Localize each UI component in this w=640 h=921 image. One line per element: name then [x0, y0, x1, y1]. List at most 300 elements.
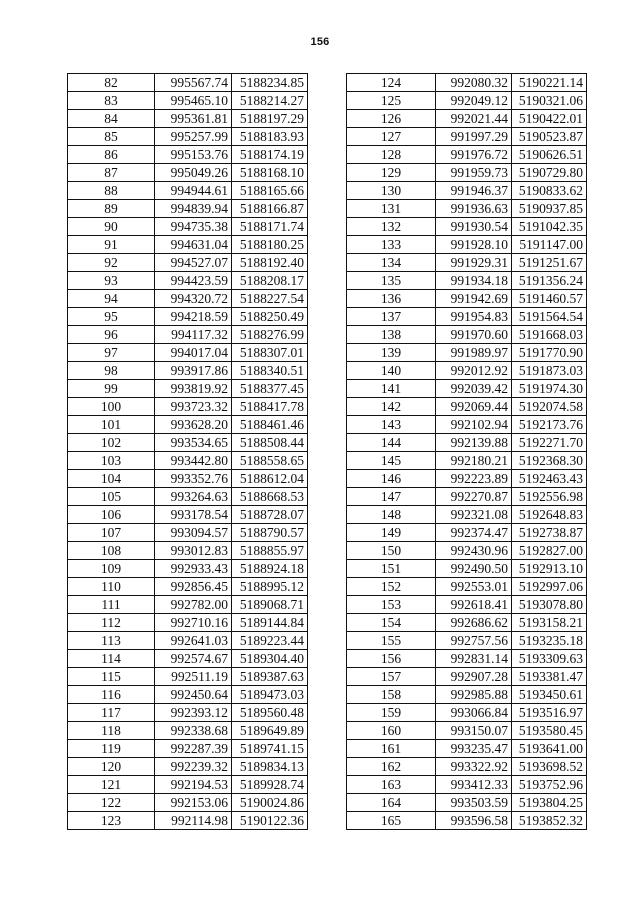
x-coordinate-cell: 991970.60 [436, 326, 512, 344]
x-coordinate-cell: 992012.92 [436, 362, 512, 380]
y-coordinate-cell: 5193641.00 [512, 740, 587, 758]
point-number-cell: 163 [347, 776, 436, 794]
table-row [68, 434, 308, 452]
table-row [68, 596, 308, 614]
y-coordinate-cell: 5190626.51 [512, 146, 587, 164]
table-row [68, 686, 308, 704]
y-coordinate-cell: 5190024.86 [232, 794, 308, 812]
point-number-cell: 136 [347, 290, 436, 308]
point-number-cell: 128 [347, 146, 436, 164]
point-number-cell: 88 [68, 182, 155, 200]
table-row [68, 416, 308, 434]
x-coordinate-cell: 992139.88 [436, 434, 512, 452]
y-coordinate-cell: 5193752.96 [512, 776, 587, 794]
x-coordinate-cell: 993012.83 [155, 542, 232, 560]
x-coordinate-cell: 992114.98 [155, 812, 232, 830]
point-number-cell: 98 [68, 362, 155, 380]
y-coordinate-cell: 5193235.18 [512, 632, 587, 650]
x-coordinate-cell: 991928.10 [436, 236, 512, 254]
x-coordinate-cell: 994839.94 [155, 200, 232, 218]
x-coordinate-cell: 993503.59 [436, 794, 512, 812]
y-coordinate-cell: 5188234.85 [232, 74, 308, 92]
x-coordinate-cell: 991929.31 [436, 254, 512, 272]
x-coordinate-cell: 993094.57 [155, 524, 232, 542]
table-row [68, 362, 308, 380]
point-number-cell: 132 [347, 218, 436, 236]
x-coordinate-cell: 995567.74 [155, 74, 232, 92]
table-row [68, 452, 308, 470]
y-coordinate-cell: 5188728.07 [232, 506, 308, 524]
table-row [68, 164, 308, 182]
x-coordinate-cell: 995257.99 [155, 128, 232, 146]
x-coordinate-cell: 991976.72 [436, 146, 512, 164]
point-number-cell: 154 [347, 614, 436, 632]
y-coordinate-cell: 5190422.01 [512, 110, 587, 128]
point-number-cell: 108 [68, 542, 155, 560]
point-number-cell: 97 [68, 344, 155, 362]
y-coordinate-cell: 5192368.30 [512, 452, 587, 470]
point-number-cell: 96 [68, 326, 155, 344]
table-row [68, 380, 308, 398]
x-coordinate-cell: 991934.18 [436, 272, 512, 290]
point-number-cell: 126 [347, 110, 436, 128]
x-coordinate-cell: 993628.20 [155, 416, 232, 434]
y-coordinate-cell: 5188208.17 [232, 272, 308, 290]
point-number-cell: 156 [347, 650, 436, 668]
point-number-cell: 150 [347, 542, 436, 560]
x-coordinate-cell: 993066.84 [436, 704, 512, 722]
table-row [347, 254, 587, 272]
y-coordinate-cell: 5191460.57 [512, 290, 587, 308]
point-number-cell: 100 [68, 398, 155, 416]
y-coordinate-cell: 5188183.93 [232, 128, 308, 146]
point-number-cell: 157 [347, 668, 436, 686]
x-coordinate-cell: 993596.58 [436, 812, 512, 830]
point-number-cell: 127 [347, 128, 436, 146]
point-number-cell: 103 [68, 452, 155, 470]
point-number-cell: 106 [68, 506, 155, 524]
y-coordinate-cell: 5188461.46 [232, 416, 308, 434]
y-coordinate-cell: 5193381.47 [512, 668, 587, 686]
table-row [347, 776, 587, 794]
table-row [347, 362, 587, 380]
x-coordinate-cell: 992153.06 [155, 794, 232, 812]
table-row [347, 290, 587, 308]
x-coordinate-cell: 992102.94 [436, 416, 512, 434]
x-coordinate-cell: 992511.19 [155, 668, 232, 686]
point-number-cell: 114 [68, 650, 155, 668]
y-coordinate-cell: 5188250.49 [232, 308, 308, 326]
y-coordinate-cell: 5188174.19 [232, 146, 308, 164]
y-coordinate-cell: 5188197.29 [232, 110, 308, 128]
y-coordinate-cell: 5191564.54 [512, 308, 587, 326]
x-coordinate-cell: 993178.54 [155, 506, 232, 524]
x-coordinate-cell: 992686.62 [436, 614, 512, 632]
point-number-cell: 94 [68, 290, 155, 308]
table-row [68, 290, 308, 308]
point-number-cell: 137 [347, 308, 436, 326]
y-coordinate-cell: 5193580.45 [512, 722, 587, 740]
y-coordinate-cell: 5189304.40 [232, 650, 308, 668]
x-coordinate-cell: 992021.44 [436, 110, 512, 128]
x-coordinate-cell: 992831.14 [436, 650, 512, 668]
x-coordinate-cell: 995153.76 [155, 146, 232, 164]
y-coordinate-cell: 5193516.97 [512, 704, 587, 722]
x-coordinate-cell: 994527.07 [155, 254, 232, 272]
point-number-cell: 130 [347, 182, 436, 200]
x-coordinate-cell: 992782.00 [155, 596, 232, 614]
x-coordinate-cell: 992553.01 [436, 578, 512, 596]
table-row [68, 578, 308, 596]
point-number-cell: 160 [347, 722, 436, 740]
y-coordinate-cell: 5190833.62 [512, 182, 587, 200]
y-coordinate-cell: 5191770.90 [512, 344, 587, 362]
x-coordinate-cell: 993534.65 [155, 434, 232, 452]
y-coordinate-cell: 5192913.10 [512, 560, 587, 578]
y-coordinate-cell: 5188612.04 [232, 470, 308, 488]
x-coordinate-cell: 995049.26 [155, 164, 232, 182]
table-row [68, 236, 308, 254]
point-number-cell: 121 [68, 776, 155, 794]
y-coordinate-cell: 5188192.40 [232, 254, 308, 272]
page-number: 156 [310, 36, 330, 48]
x-coordinate-cell: 994218.59 [155, 308, 232, 326]
y-coordinate-cell: 5188558.65 [232, 452, 308, 470]
x-coordinate-cell: 992393.12 [155, 704, 232, 722]
y-coordinate-cell: 5191147.00 [512, 236, 587, 254]
table-row [68, 182, 308, 200]
table-row [68, 110, 308, 128]
x-coordinate-cell: 992856.45 [155, 578, 232, 596]
point-number-cell: 104 [68, 470, 155, 488]
table-row [347, 488, 587, 506]
point-number-cell: 124 [347, 74, 436, 92]
point-number-cell: 101 [68, 416, 155, 434]
y-coordinate-cell: 5188276.99 [232, 326, 308, 344]
table-row [347, 272, 587, 290]
table-row [347, 398, 587, 416]
table-row [347, 722, 587, 740]
y-coordinate-cell: 5193852.32 [512, 812, 587, 830]
point-number-cell: 118 [68, 722, 155, 740]
point-number-cell: 107 [68, 524, 155, 542]
point-number-cell: 92 [68, 254, 155, 272]
x-coordinate-cell: 992618.41 [436, 596, 512, 614]
y-coordinate-cell: 5190729.80 [512, 164, 587, 182]
table-row [347, 650, 587, 668]
table-row [347, 560, 587, 578]
point-number-cell: 143 [347, 416, 436, 434]
table-row [347, 182, 587, 200]
table-row [347, 236, 587, 254]
table-row [68, 326, 308, 344]
y-coordinate-cell: 5188340.51 [232, 362, 308, 380]
table-row [347, 416, 587, 434]
point-number-cell: 138 [347, 326, 436, 344]
table-row [68, 740, 308, 758]
y-coordinate-cell: 5193158.21 [512, 614, 587, 632]
point-number-cell: 153 [347, 596, 436, 614]
y-coordinate-cell: 5190937.85 [512, 200, 587, 218]
y-coordinate-cell: 5189068.71 [232, 596, 308, 614]
x-coordinate-cell: 993917.86 [155, 362, 232, 380]
point-number-cell: 87 [68, 164, 155, 182]
point-number-cell: 155 [347, 632, 436, 650]
point-number-cell: 105 [68, 488, 155, 506]
x-coordinate-cell: 991989.97 [436, 344, 512, 362]
y-coordinate-cell: 5188508.44 [232, 434, 308, 452]
x-coordinate-cell: 992321.08 [436, 506, 512, 524]
y-coordinate-cell: 5192463.43 [512, 470, 587, 488]
y-coordinate-cell: 5190321.06 [512, 92, 587, 110]
point-number-cell: 93 [68, 272, 155, 290]
table-row [347, 614, 587, 632]
table-row [347, 704, 587, 722]
x-coordinate-cell: 991936.63 [436, 200, 512, 218]
table-row [68, 488, 308, 506]
x-coordinate-cell: 992239.32 [155, 758, 232, 776]
y-coordinate-cell: 5189144.84 [232, 614, 308, 632]
point-number-cell: 116 [68, 686, 155, 704]
y-coordinate-cell: 5191251.67 [512, 254, 587, 272]
table-row [347, 740, 587, 758]
y-coordinate-cell: 5189649.89 [232, 722, 308, 740]
point-number-cell: 159 [347, 704, 436, 722]
y-coordinate-cell: 5188307.01 [232, 344, 308, 362]
y-coordinate-cell: 5188668.53 [232, 488, 308, 506]
table-row [68, 92, 308, 110]
table-row [68, 704, 308, 722]
x-coordinate-cell: 992287.39 [155, 740, 232, 758]
x-coordinate-cell: 992641.03 [155, 632, 232, 650]
point-number-cell: 86 [68, 146, 155, 164]
x-coordinate-cell: 994944.61 [155, 182, 232, 200]
y-coordinate-cell: 5193309.63 [512, 650, 587, 668]
x-coordinate-cell: 992710.16 [155, 614, 232, 632]
x-coordinate-cell: 994423.59 [155, 272, 232, 290]
y-coordinate-cell: 5188855.97 [232, 542, 308, 560]
x-coordinate-cell: 993819.92 [155, 380, 232, 398]
table-row [347, 794, 587, 812]
x-coordinate-cell: 995465.10 [155, 92, 232, 110]
x-coordinate-cell: 993352.76 [155, 470, 232, 488]
x-coordinate-cell: 992450.64 [155, 686, 232, 704]
point-number-cell: 131 [347, 200, 436, 218]
table-row [347, 146, 587, 164]
x-coordinate-cell: 992430.96 [436, 542, 512, 560]
table-row [347, 812, 587, 830]
point-number-cell: 147 [347, 488, 436, 506]
point-number-cell: 102 [68, 434, 155, 452]
x-coordinate-cell: 992933.43 [155, 560, 232, 578]
point-number-cell: 141 [347, 380, 436, 398]
coordinates-table-left [67, 73, 308, 830]
table-row [347, 200, 587, 218]
table-row [68, 74, 308, 92]
point-number-cell: 120 [68, 758, 155, 776]
x-coordinate-cell: 994117.32 [155, 326, 232, 344]
x-coordinate-cell: 993723.32 [155, 398, 232, 416]
table-row [68, 776, 308, 794]
table-row [347, 542, 587, 560]
y-coordinate-cell: 5188995.12 [232, 578, 308, 596]
y-coordinate-cell: 5190523.87 [512, 128, 587, 146]
x-coordinate-cell: 992223.89 [436, 470, 512, 488]
point-number-cell: 119 [68, 740, 155, 758]
y-coordinate-cell: 5191356.24 [512, 272, 587, 290]
point-number-cell: 144 [347, 434, 436, 452]
table-row [68, 200, 308, 218]
y-coordinate-cell: 5192827.00 [512, 542, 587, 560]
x-coordinate-cell: 993235.47 [436, 740, 512, 758]
y-coordinate-cell: 5189741.15 [232, 740, 308, 758]
table-row [347, 686, 587, 704]
y-coordinate-cell: 5192738.87 [512, 524, 587, 542]
y-coordinate-cell: 5191873.03 [512, 362, 587, 380]
y-coordinate-cell: 5191042.35 [512, 218, 587, 236]
table-row [347, 218, 587, 236]
point-number-cell: 89 [68, 200, 155, 218]
point-number-cell: 95 [68, 308, 155, 326]
point-number-cell: 90 [68, 218, 155, 236]
x-coordinate-cell: 992490.50 [436, 560, 512, 578]
x-coordinate-cell: 991942.69 [436, 290, 512, 308]
x-coordinate-cell: 992080.32 [436, 74, 512, 92]
point-number-cell: 112 [68, 614, 155, 632]
table-row [68, 794, 308, 812]
point-number-cell: 139 [347, 344, 436, 362]
table-row [347, 344, 587, 362]
x-coordinate-cell: 994320.72 [155, 290, 232, 308]
y-coordinate-cell: 5193698.52 [512, 758, 587, 776]
point-number-cell: 149 [347, 524, 436, 542]
y-coordinate-cell: 5192997.06 [512, 578, 587, 596]
y-coordinate-cell: 5188417.78 [232, 398, 308, 416]
x-coordinate-cell: 992374.47 [436, 524, 512, 542]
point-number-cell: 133 [347, 236, 436, 254]
point-number-cell: 85 [68, 128, 155, 146]
point-number-cell: 151 [347, 560, 436, 578]
table-row [347, 596, 587, 614]
x-coordinate-cell: 993150.07 [436, 722, 512, 740]
x-coordinate-cell: 991954.83 [436, 308, 512, 326]
point-number-cell: 148 [347, 506, 436, 524]
point-number-cell: 146 [347, 470, 436, 488]
point-number-cell: 110 [68, 578, 155, 596]
point-number-cell: 125 [347, 92, 436, 110]
table-row [68, 308, 308, 326]
x-coordinate-cell: 995361.81 [155, 110, 232, 128]
table-row [347, 578, 587, 596]
x-coordinate-cell: 991959.73 [436, 164, 512, 182]
y-coordinate-cell: 5192556.98 [512, 488, 587, 506]
x-coordinate-cell: 992049.12 [436, 92, 512, 110]
point-number-cell: 117 [68, 704, 155, 722]
y-coordinate-cell: 5189834.13 [232, 758, 308, 776]
x-coordinate-cell: 992574.67 [155, 650, 232, 668]
table-row [68, 146, 308, 164]
table-row [68, 398, 308, 416]
y-coordinate-cell: 5188377.45 [232, 380, 308, 398]
point-number-cell: 152 [347, 578, 436, 596]
point-number-cell: 84 [68, 110, 155, 128]
y-coordinate-cell: 5192271.70 [512, 434, 587, 452]
table-row [68, 506, 308, 524]
table-row [68, 668, 308, 686]
table-body [68, 74, 308, 830]
x-coordinate-cell: 991997.29 [436, 128, 512, 146]
y-coordinate-cell: 5189387.63 [232, 668, 308, 686]
point-number-cell: 91 [68, 236, 155, 254]
y-coordinate-cell: 5189928.74 [232, 776, 308, 794]
y-coordinate-cell: 5188166.87 [232, 200, 308, 218]
point-number-cell: 115 [68, 668, 155, 686]
point-number-cell: 129 [347, 164, 436, 182]
table-row [347, 326, 587, 344]
y-coordinate-cell: 5193450.61 [512, 686, 587, 704]
x-coordinate-cell: 993412.33 [436, 776, 512, 794]
table-row [68, 128, 308, 146]
point-number-cell: 158 [347, 686, 436, 704]
x-coordinate-cell: 992180.21 [436, 452, 512, 470]
y-coordinate-cell: 5188227.54 [232, 290, 308, 308]
table-row [347, 380, 587, 398]
table-row [347, 470, 587, 488]
table-row [68, 812, 308, 830]
table-row [347, 110, 587, 128]
y-coordinate-cell: 5192173.76 [512, 416, 587, 434]
table-row [347, 128, 587, 146]
table-row [347, 632, 587, 650]
y-coordinate-cell: 5191974.30 [512, 380, 587, 398]
x-coordinate-cell: 991946.37 [436, 182, 512, 200]
point-number-cell: 111 [68, 596, 155, 614]
point-number-cell: 123 [68, 812, 155, 830]
table-row [347, 452, 587, 470]
y-coordinate-cell: 5188171.74 [232, 218, 308, 236]
y-coordinate-cell: 5192648.83 [512, 506, 587, 524]
x-coordinate-cell: 992907.28 [436, 668, 512, 686]
x-coordinate-cell: 992069.44 [436, 398, 512, 416]
table-row [68, 344, 308, 362]
x-coordinate-cell: 992757.56 [436, 632, 512, 650]
point-number-cell: 113 [68, 632, 155, 650]
table-row [347, 668, 587, 686]
table-row [68, 560, 308, 578]
point-number-cell: 109 [68, 560, 155, 578]
table-row [347, 308, 587, 326]
table-row [68, 632, 308, 650]
point-number-cell: 161 [347, 740, 436, 758]
y-coordinate-cell: 5189560.48 [232, 704, 308, 722]
y-coordinate-cell: 5188214.27 [232, 92, 308, 110]
y-coordinate-cell: 5188924.18 [232, 560, 308, 578]
x-coordinate-cell: 994631.04 [155, 236, 232, 254]
table-row [68, 254, 308, 272]
coordinates-table-right [346, 73, 587, 830]
point-number-cell: 122 [68, 794, 155, 812]
y-coordinate-cell: 5188168.10 [232, 164, 308, 182]
point-number-cell: 135 [347, 272, 436, 290]
table-row [347, 164, 587, 182]
x-coordinate-cell: 993264.63 [155, 488, 232, 506]
table-row [347, 74, 587, 92]
point-number-cell: 145 [347, 452, 436, 470]
x-coordinate-cell: 991930.54 [436, 218, 512, 236]
table-row [68, 524, 308, 542]
y-coordinate-cell: 5189473.03 [232, 686, 308, 704]
table-row [68, 722, 308, 740]
